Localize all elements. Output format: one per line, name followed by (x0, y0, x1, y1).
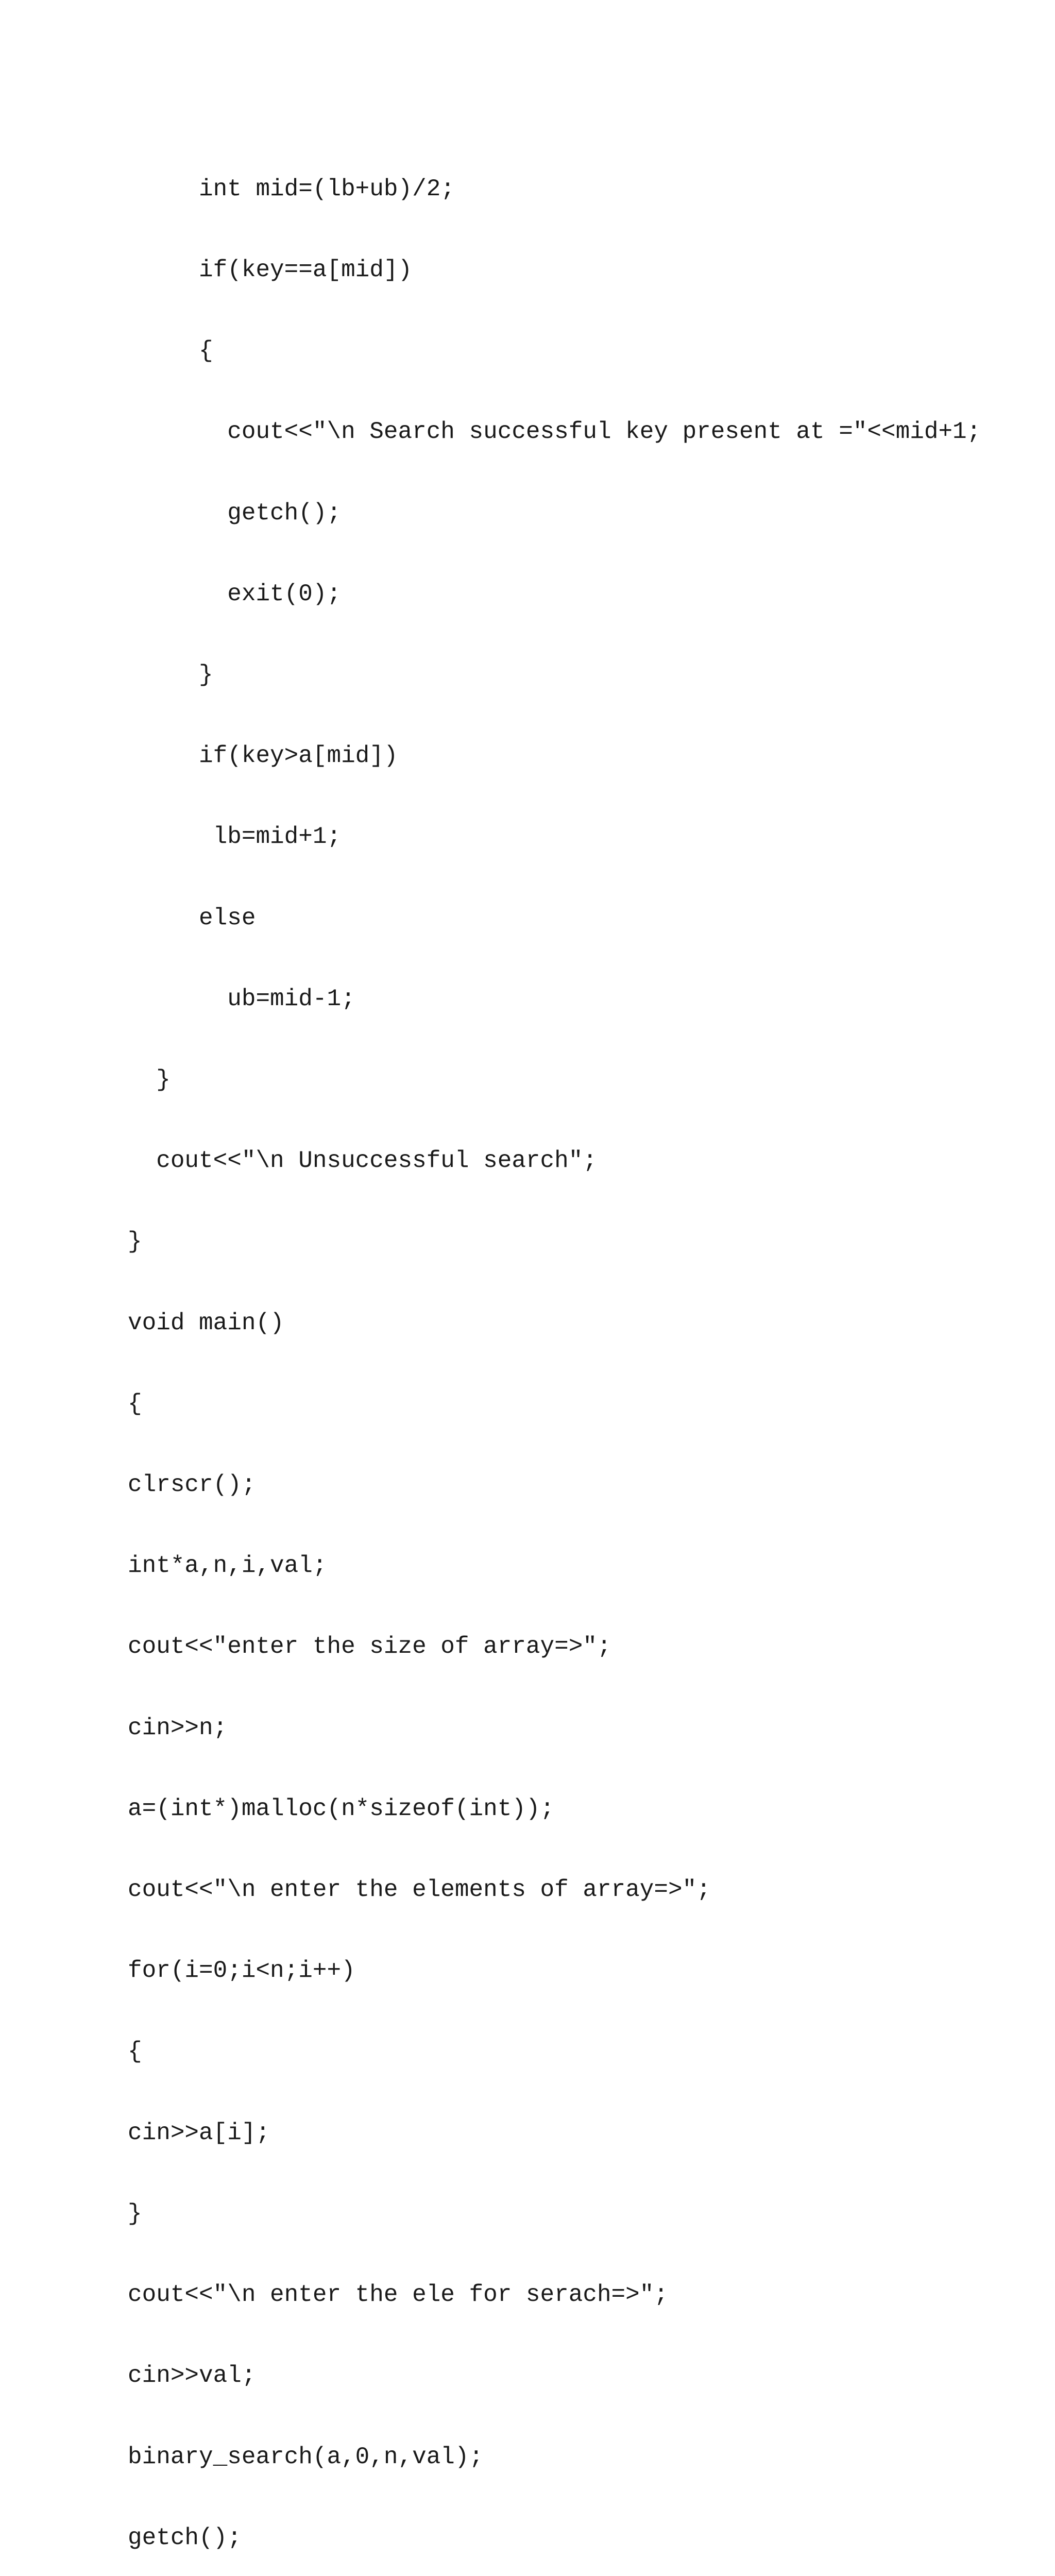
code-line: int mid=(lb+ub)/2; (128, 175, 455, 202)
code-line: { (128, 1390, 142, 1417)
code-line: if(key>a[mid]) (128, 742, 398, 770)
code-line: cout<<"\n enter the ele for serach=>"; (128, 2281, 668, 2309)
code-line: { (128, 337, 213, 365)
code-line: binary_search(a,0,n,val); (128, 2443, 484, 2470)
code-line: cout<<"\n enter the elements of array=>"; (128, 1876, 711, 1904)
code-line: if(key==a[mid]) (128, 257, 413, 284)
code-listing (128, 122, 981, 2576)
code-line: lb=mid+1; (128, 823, 342, 851)
code-line: } (128, 1228, 142, 1256)
code-line: cin>>n; (128, 1714, 228, 1741)
code-line: ub=mid-1; (128, 985, 355, 1012)
code-line: cout<<"\n Search successful key present at ="<<mid+1; (128, 418, 981, 446)
code-line: } (128, 662, 213, 689)
code-line: void main() (128, 1309, 284, 1336)
code-line: } (128, 2200, 142, 2227)
code-line: int*a,n,i,val; (128, 1552, 327, 1580)
code-line: else (128, 904, 256, 931)
code-line: clrscr(); (128, 1471, 256, 1499)
code-line: for(i=0;i<n;i++) (128, 1957, 355, 1985)
code-line: cout<<"enter the size of array=>"; (128, 1633, 611, 1660)
code-line: cin>>a[i]; (128, 2119, 270, 2146)
code-line: a=(int*)malloc(n*sizeof(int)); (128, 1795, 555, 1822)
code-line: exit(0); (128, 580, 342, 607)
code-line: } (128, 1066, 171, 1094)
code-line: getch(); (128, 2524, 242, 2551)
code-line: getch(); (128, 499, 342, 527)
code-line: cout<<"\n Unsuccessful search"; (128, 1147, 597, 1175)
code-line: cin>>val; (128, 2362, 256, 2389)
code-line: { (128, 2038, 142, 2065)
